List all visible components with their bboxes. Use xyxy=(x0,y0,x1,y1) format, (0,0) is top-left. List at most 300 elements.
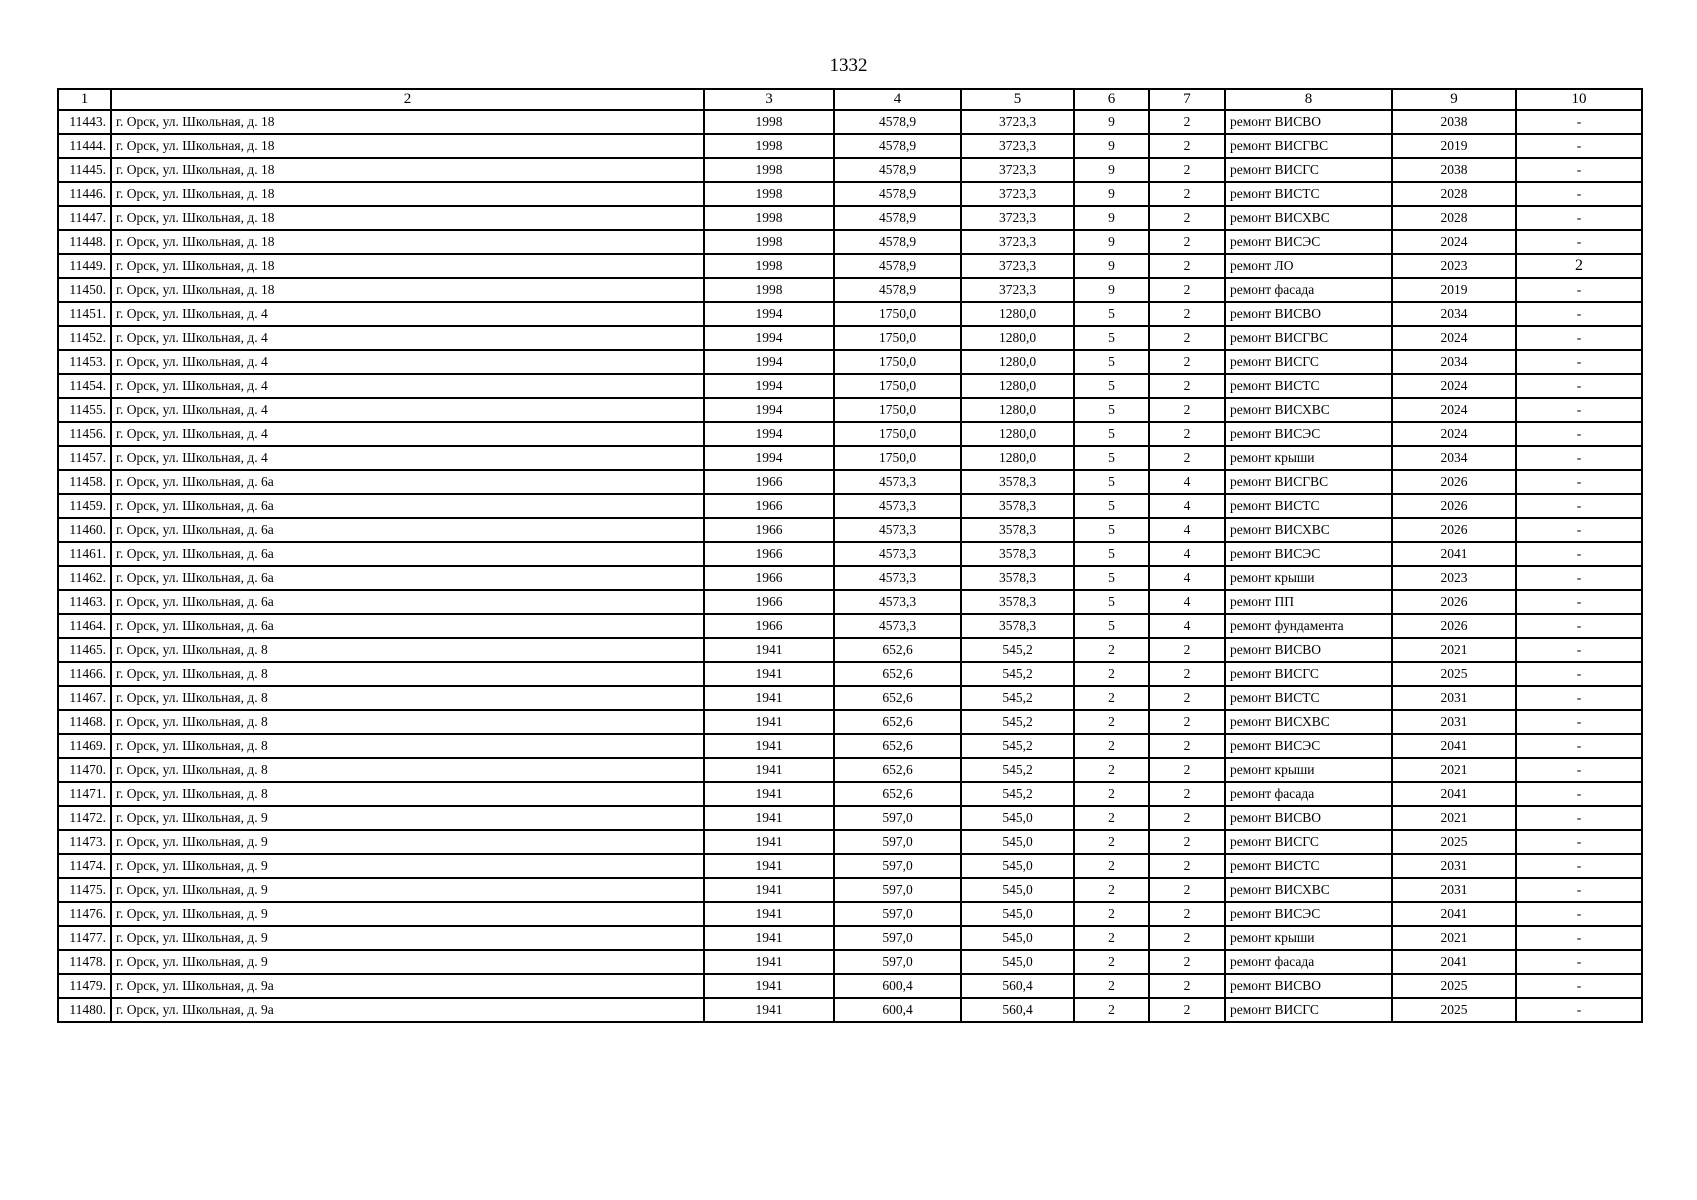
table-row xyxy=(58,830,1642,854)
cell-address: г. Орск, ул. Школьная, д. 6а xyxy=(111,590,704,614)
cell-floors: 2 xyxy=(1074,974,1149,998)
cell-planned-year: 2026 xyxy=(1392,590,1516,614)
table-row xyxy=(58,134,1642,158)
cell-planned-year: 2031 xyxy=(1392,854,1516,878)
cell-address: г. Орск, ул. Школьная, д. 18 xyxy=(111,230,704,254)
column-header-3: 3 xyxy=(704,89,834,110)
cell-total-area: 597,0 xyxy=(834,854,961,878)
cell-work-type: ремонт ВИСВО xyxy=(1225,638,1392,662)
cell-work-type: ремонт ВИСТС xyxy=(1225,374,1392,398)
cell-floors: 5 xyxy=(1074,590,1149,614)
cell-floors: 5 xyxy=(1074,326,1149,350)
cell-row-number: 11451. xyxy=(58,302,111,326)
cell-planned-year: 2021 xyxy=(1392,926,1516,950)
cell-planned-year: 2026 xyxy=(1392,470,1516,494)
cell-floors: 5 xyxy=(1074,518,1149,542)
cell-living-area: 545,0 xyxy=(961,902,1074,926)
cell-year-built: 1941 xyxy=(704,758,834,782)
cell-planned-year: 2028 xyxy=(1392,182,1516,206)
cell-total-area: 652,6 xyxy=(834,782,961,806)
cell-total-area: 4578,9 xyxy=(834,230,961,254)
table-row xyxy=(58,734,1642,758)
cell-planned-year: 2034 xyxy=(1392,446,1516,470)
cell-work-type: ремонт фасада xyxy=(1225,950,1392,974)
cell-total-area: 1750,0 xyxy=(834,326,961,350)
table-row xyxy=(58,374,1642,398)
cell-planned-year: 2024 xyxy=(1392,230,1516,254)
cell-planned-year: 2024 xyxy=(1392,398,1516,422)
cell-floors: 2 xyxy=(1074,926,1149,950)
cell-row-number: 11479. xyxy=(58,974,111,998)
cell-row-number: 11443. xyxy=(58,110,111,134)
cell-extra-value: - xyxy=(1516,902,1642,926)
cell-living-area: 545,2 xyxy=(961,686,1074,710)
cell-year-built: 1941 xyxy=(704,782,834,806)
cell-total-area: 597,0 xyxy=(834,950,961,974)
cell-planned-year: 2019 xyxy=(1392,134,1516,158)
cell-floors: 2 xyxy=(1074,734,1149,758)
cell-planned-year: 2041 xyxy=(1392,734,1516,758)
cell-year-built: 1994 xyxy=(704,374,834,398)
cell-extra-value: - xyxy=(1516,710,1642,734)
cell-row-number: 11450. xyxy=(58,278,111,302)
cell-work-type: ремонт ВИСХВС xyxy=(1225,398,1392,422)
cell-address: г. Орск, ул. Школьная, д. 18 xyxy=(111,182,704,206)
cell-total-area: 652,6 xyxy=(834,734,961,758)
cell-work-type: ремонт крыши xyxy=(1225,758,1392,782)
cell-living-area: 3578,3 xyxy=(961,566,1074,590)
cell-row-number: 11465. xyxy=(58,638,111,662)
column-header-6: 6 xyxy=(1074,89,1149,110)
cell-planned-year: 2025 xyxy=(1392,974,1516,998)
cell-living-area: 3723,3 xyxy=(961,230,1074,254)
cell-entrances: 2 xyxy=(1149,710,1225,734)
cell-year-built: 1941 xyxy=(704,830,834,854)
cell-floors: 9 xyxy=(1074,182,1149,206)
cell-row-number: 11447. xyxy=(58,206,111,230)
cell-row-number: 11452. xyxy=(58,326,111,350)
cell-entrances: 2 xyxy=(1149,446,1225,470)
cell-total-area: 652,6 xyxy=(834,686,961,710)
cell-floors: 2 xyxy=(1074,998,1149,1022)
cell-living-area: 3578,3 xyxy=(961,470,1074,494)
cell-entrances: 2 xyxy=(1149,302,1225,326)
cell-total-area: 600,4 xyxy=(834,974,961,998)
table-row xyxy=(58,470,1642,494)
table-row xyxy=(58,950,1642,974)
cell-entrances: 4 xyxy=(1149,470,1225,494)
cell-address: г. Орск, ул. Школьная, д. 6а xyxy=(111,470,704,494)
cell-year-built: 1998 xyxy=(704,278,834,302)
cell-year-built: 1966 xyxy=(704,470,834,494)
cell-extra-value: - xyxy=(1516,182,1642,206)
cell-floors: 5 xyxy=(1074,494,1149,518)
table-row xyxy=(58,182,1642,206)
cell-work-type: ремонт ВИСГС xyxy=(1225,662,1392,686)
column-header-7: 7 xyxy=(1149,89,1225,110)
cell-extra-value: - xyxy=(1516,950,1642,974)
table-row xyxy=(58,878,1642,902)
cell-extra-value: - xyxy=(1516,398,1642,422)
cell-work-type: ремонт фасада xyxy=(1225,782,1392,806)
cell-living-area: 1280,0 xyxy=(961,446,1074,470)
cell-planned-year: 2041 xyxy=(1392,782,1516,806)
cell-work-type: ремонт ВИСВО xyxy=(1225,302,1392,326)
cell-living-area: 3578,3 xyxy=(961,614,1074,638)
cell-total-area: 652,6 xyxy=(834,758,961,782)
cell-total-area: 4578,9 xyxy=(834,206,961,230)
cell-row-number: 11476. xyxy=(58,902,111,926)
cell-living-area: 3578,3 xyxy=(961,542,1074,566)
cell-year-built: 1966 xyxy=(704,542,834,566)
cell-address: г. Орск, ул. Школьная, д. 8 xyxy=(111,758,704,782)
cell-entrances: 2 xyxy=(1149,350,1225,374)
cell-address: г. Орск, ул. Школьная, д. 9 xyxy=(111,854,704,878)
cell-year-built: 1941 xyxy=(704,878,834,902)
cell-row-number: 11473. xyxy=(58,830,111,854)
cell-year-built: 1941 xyxy=(704,902,834,926)
cell-entrances: 2 xyxy=(1149,902,1225,926)
cell-row-number: 11461. xyxy=(58,542,111,566)
cell-row-number: 11470. xyxy=(58,758,111,782)
cell-planned-year: 2023 xyxy=(1392,566,1516,590)
cell-entrances: 2 xyxy=(1149,830,1225,854)
cell-row-number: 11475. xyxy=(58,878,111,902)
cell-living-area: 1280,0 xyxy=(961,374,1074,398)
cell-entrances: 4 xyxy=(1149,614,1225,638)
table-row xyxy=(58,902,1642,926)
cell-planned-year: 2021 xyxy=(1392,758,1516,782)
cell-planned-year: 2023 xyxy=(1392,254,1516,278)
cell-entrances: 2 xyxy=(1149,638,1225,662)
cell-floors: 9 xyxy=(1074,110,1149,134)
cell-living-area: 1280,0 xyxy=(961,350,1074,374)
cell-year-built: 1941 xyxy=(704,806,834,830)
cell-entrances: 2 xyxy=(1149,878,1225,902)
cell-total-area: 597,0 xyxy=(834,902,961,926)
column-header-4: 4 xyxy=(834,89,961,110)
cell-entrances: 2 xyxy=(1149,662,1225,686)
table-row xyxy=(58,806,1642,830)
table-row xyxy=(58,230,1642,254)
cell-entrances: 2 xyxy=(1149,110,1225,134)
cell-row-number: 11463. xyxy=(58,590,111,614)
cell-year-built: 1998 xyxy=(704,158,834,182)
cell-extra-value: - xyxy=(1516,878,1642,902)
cell-total-area: 597,0 xyxy=(834,830,961,854)
cell-extra-value: - xyxy=(1516,470,1642,494)
cell-total-area: 4573,3 xyxy=(834,566,961,590)
header-row xyxy=(58,89,1642,110)
cell-living-area: 545,0 xyxy=(961,950,1074,974)
cell-work-type: ремонт ВИСЭС xyxy=(1225,422,1392,446)
cell-row-number: 11474. xyxy=(58,854,111,878)
cell-address: г. Орск, ул. Школьная, д. 18 xyxy=(111,158,704,182)
cell-row-number: 11469. xyxy=(58,734,111,758)
cell-extra-value: - xyxy=(1516,518,1642,542)
cell-total-area: 1750,0 xyxy=(834,350,961,374)
cell-address: г. Орск, ул. Школьная, д. 18 xyxy=(111,278,704,302)
cell-planned-year: 2025 xyxy=(1392,830,1516,854)
cell-total-area: 597,0 xyxy=(834,926,961,950)
table-row xyxy=(58,494,1642,518)
cell-work-type: ремонт фундамента xyxy=(1225,614,1392,638)
cell-planned-year: 2026 xyxy=(1392,614,1516,638)
table-row xyxy=(58,254,1642,278)
cell-floors: 2 xyxy=(1074,854,1149,878)
cell-total-area: 597,0 xyxy=(834,878,961,902)
cell-living-area: 3723,3 xyxy=(961,182,1074,206)
cell-floors: 5 xyxy=(1074,302,1149,326)
table-row xyxy=(58,854,1642,878)
cell-address: г. Орск, ул. Школьная, д. 4 xyxy=(111,374,704,398)
cell-living-area: 3723,3 xyxy=(961,110,1074,134)
cell-extra-value: - xyxy=(1516,206,1642,230)
cell-living-area: 545,2 xyxy=(961,638,1074,662)
cell-extra-value: - xyxy=(1516,350,1642,374)
cell-work-type: ремонт ВИСВО xyxy=(1225,110,1392,134)
cell-year-built: 1966 xyxy=(704,518,834,542)
table-row xyxy=(58,662,1642,686)
cell-extra-value: - xyxy=(1516,590,1642,614)
cell-living-area: 3723,3 xyxy=(961,278,1074,302)
cell-row-number: 11444. xyxy=(58,134,111,158)
cell-address: г. Орск, ул. Школьная, д. 8 xyxy=(111,782,704,806)
cell-extra-value: - xyxy=(1516,854,1642,878)
cell-total-area: 4578,9 xyxy=(834,254,961,278)
cell-address: г. Орск, ул. Школьная, д. 8 xyxy=(111,734,704,758)
cell-year-built: 1998 xyxy=(704,206,834,230)
table-row xyxy=(58,350,1642,374)
cell-entrances: 2 xyxy=(1149,206,1225,230)
cell-address: г. Орск, ул. Школьная, д. 8 xyxy=(111,638,704,662)
cell-work-type: ремонт ВИСХВС xyxy=(1225,518,1392,542)
cell-total-area: 4578,9 xyxy=(834,134,961,158)
cell-work-type: ремонт ВИСХВС xyxy=(1225,206,1392,230)
cell-year-built: 1966 xyxy=(704,494,834,518)
cell-row-number: 11453. xyxy=(58,350,111,374)
cell-living-area: 545,0 xyxy=(961,830,1074,854)
cell-extra-value: - xyxy=(1516,614,1642,638)
cell-address: г. Орск, ул. Школьная, д. 9 xyxy=(111,902,704,926)
cell-floors: 9 xyxy=(1074,206,1149,230)
cell-living-area: 1280,0 xyxy=(961,326,1074,350)
cell-extra-value: - xyxy=(1516,302,1642,326)
cell-entrances: 2 xyxy=(1149,158,1225,182)
cell-planned-year: 2019 xyxy=(1392,278,1516,302)
cell-total-area: 1750,0 xyxy=(834,446,961,470)
cell-year-built: 1994 xyxy=(704,422,834,446)
cell-floors: 5 xyxy=(1074,398,1149,422)
cell-address: г. Орск, ул. Школьная, д. 6а xyxy=(111,542,704,566)
cell-work-type: ремонт ВИСТС xyxy=(1225,182,1392,206)
cell-planned-year: 2021 xyxy=(1392,638,1516,662)
cell-entrances: 2 xyxy=(1149,398,1225,422)
cell-living-area: 560,4 xyxy=(961,974,1074,998)
cell-floors: 2 xyxy=(1074,950,1149,974)
cell-floors: 5 xyxy=(1074,614,1149,638)
cell-address: г. Орск, ул. Школьная, д. 4 xyxy=(111,422,704,446)
cell-entrances: 2 xyxy=(1149,758,1225,782)
cell-address: г. Орск, ул. Школьная, д. 9 xyxy=(111,950,704,974)
cell-address: г. Орск, ул. Школьная, д. 6а xyxy=(111,614,704,638)
cell-floors: 2 xyxy=(1074,806,1149,830)
cell-address: г. Орск, ул. Школьная, д. 6а xyxy=(111,494,704,518)
cell-extra-value: - xyxy=(1516,494,1642,518)
cell-year-built: 1998 xyxy=(704,254,834,278)
cell-entrances: 2 xyxy=(1149,254,1225,278)
cell-address: г. Орск, ул. Школьная, д. 8 xyxy=(111,686,704,710)
cell-extra-value: - xyxy=(1516,782,1642,806)
cell-address: г. Орск, ул. Школьная, д. 8 xyxy=(111,662,704,686)
cell-work-type: ремонт ВИСЭС xyxy=(1225,734,1392,758)
table-row xyxy=(58,614,1642,638)
cell-address: г. Орск, ул. Школьная, д. 8 xyxy=(111,710,704,734)
cell-total-area: 4578,9 xyxy=(834,158,961,182)
cell-work-type: ремонт ВИСВО xyxy=(1225,806,1392,830)
column-header-2: 2 xyxy=(111,89,704,110)
cell-living-area: 3723,3 xyxy=(961,206,1074,230)
cell-row-number: 11454. xyxy=(58,374,111,398)
cell-row-number: 11467. xyxy=(58,686,111,710)
cell-work-type: ремонт ВИСГС xyxy=(1225,998,1392,1022)
cell-address: г. Орск, ул. Школьная, д. 4 xyxy=(111,446,704,470)
cell-entrances: 2 xyxy=(1149,998,1225,1022)
cell-floors: 5 xyxy=(1074,566,1149,590)
column-header-1: 1 xyxy=(58,89,111,110)
cell-row-number: 11449. xyxy=(58,254,111,278)
table-row xyxy=(58,566,1642,590)
cell-year-built: 1941 xyxy=(704,710,834,734)
cell-floors: 5 xyxy=(1074,422,1149,446)
cell-entrances: 2 xyxy=(1149,806,1225,830)
cell-planned-year: 2024 xyxy=(1392,374,1516,398)
cell-living-area: 545,2 xyxy=(961,758,1074,782)
cell-row-number: 11446. xyxy=(58,182,111,206)
cell-extra-value: - xyxy=(1516,158,1642,182)
cell-total-area: 4573,3 xyxy=(834,470,961,494)
cell-year-built: 1994 xyxy=(704,398,834,422)
cell-extra-value: - xyxy=(1516,110,1642,134)
cell-planned-year: 2024 xyxy=(1392,422,1516,446)
cell-total-area: 1750,0 xyxy=(834,422,961,446)
cell-extra-value: - xyxy=(1516,566,1642,590)
cell-floors: 2 xyxy=(1074,638,1149,662)
cell-extra-value: - xyxy=(1516,542,1642,566)
cell-living-area: 545,0 xyxy=(961,854,1074,878)
cell-floors: 2 xyxy=(1074,830,1149,854)
cell-work-type: ремонт ВИСВО xyxy=(1225,974,1392,998)
cell-entrances: 4 xyxy=(1149,542,1225,566)
cell-planned-year: 2038 xyxy=(1392,110,1516,134)
cell-extra-value: - xyxy=(1516,326,1642,350)
cell-year-built: 1941 xyxy=(704,950,834,974)
cell-floors: 5 xyxy=(1074,374,1149,398)
cell-floors: 9 xyxy=(1074,254,1149,278)
cell-address: г. Орск, ул. Школьная, д. 18 xyxy=(111,134,704,158)
cell-planned-year: 2026 xyxy=(1392,518,1516,542)
cell-living-area: 545,0 xyxy=(961,926,1074,950)
table-row xyxy=(58,686,1642,710)
cell-floors: 2 xyxy=(1074,686,1149,710)
cell-year-built: 1994 xyxy=(704,446,834,470)
cell-planned-year: 2028 xyxy=(1392,206,1516,230)
cell-extra-value: - xyxy=(1516,638,1642,662)
cell-total-area: 652,6 xyxy=(834,638,961,662)
cell-work-type: ремонт ВИСГВС xyxy=(1225,134,1392,158)
cell-total-area: 1750,0 xyxy=(834,398,961,422)
cell-work-type: ремонт ПП xyxy=(1225,590,1392,614)
cell-entrances: 2 xyxy=(1149,734,1225,758)
cell-year-built: 1966 xyxy=(704,590,834,614)
cell-row-number: 11455. xyxy=(58,398,111,422)
column-header-9: 9 xyxy=(1392,89,1516,110)
cell-planned-year: 2041 xyxy=(1392,950,1516,974)
cell-address: г. Орск, ул. Школьная, д. 18 xyxy=(111,206,704,230)
column-header-10: 10 xyxy=(1516,89,1642,110)
cell-work-type: ремонт ВИСТС xyxy=(1225,494,1392,518)
cell-floors: 5 xyxy=(1074,542,1149,566)
table-row xyxy=(58,518,1642,542)
cell-year-built: 1941 xyxy=(704,926,834,950)
cell-extra-value: - xyxy=(1516,446,1642,470)
cell-row-number: 11445. xyxy=(58,158,111,182)
cell-extra-value: - xyxy=(1516,830,1642,854)
cell-entrances: 2 xyxy=(1149,926,1225,950)
cell-total-area: 600,4 xyxy=(834,998,961,1022)
repair-registry-table xyxy=(57,88,1643,1023)
cell-total-area: 4578,9 xyxy=(834,182,961,206)
column-header-8: 8 xyxy=(1225,89,1392,110)
cell-work-type: ремонт ВИСХВС xyxy=(1225,878,1392,902)
cell-work-type: ремонт крыши xyxy=(1225,566,1392,590)
cell-living-area: 3723,3 xyxy=(961,254,1074,278)
cell-entrances: 4 xyxy=(1149,494,1225,518)
cell-living-area: 3723,3 xyxy=(961,158,1074,182)
cell-living-area: 3578,3 xyxy=(961,494,1074,518)
cell-row-number: 11478. xyxy=(58,950,111,974)
cell-living-area: 1280,0 xyxy=(961,302,1074,326)
cell-work-type: ремонт ВИСЭС xyxy=(1225,230,1392,254)
cell-year-built: 1966 xyxy=(704,566,834,590)
cell-address: г. Орск, ул. Школьная, д. 18 xyxy=(111,110,704,134)
cell-row-number: 11456. xyxy=(58,422,111,446)
cell-year-built: 1941 xyxy=(704,638,834,662)
cell-planned-year: 2041 xyxy=(1392,542,1516,566)
cell-planned-year: 2021 xyxy=(1392,806,1516,830)
table-row xyxy=(58,590,1642,614)
page-number: 1332 xyxy=(829,55,868,76)
cell-year-built: 1994 xyxy=(704,350,834,374)
cell-total-area: 652,6 xyxy=(834,710,961,734)
table-row xyxy=(58,974,1642,998)
cell-address: г. Орск, ул. Школьная, д. 9а xyxy=(111,998,704,1022)
cell-extra-value: - xyxy=(1516,662,1642,686)
cell-floors: 5 xyxy=(1074,470,1149,494)
cell-row-number: 11468. xyxy=(58,710,111,734)
cell-floors: 2 xyxy=(1074,662,1149,686)
cell-address: г. Орск, ул. Школьная, д. 4 xyxy=(111,326,704,350)
cell-living-area: 545,2 xyxy=(961,710,1074,734)
cell-extra-value: - xyxy=(1516,998,1642,1022)
cell-planned-year: 2031 xyxy=(1392,686,1516,710)
cell-floors: 9 xyxy=(1074,278,1149,302)
table-row xyxy=(58,326,1642,350)
table-row xyxy=(58,446,1642,470)
cell-total-area: 4573,3 xyxy=(834,518,961,542)
cell-entrances: 4 xyxy=(1149,566,1225,590)
cell-address: г. Орск, ул. Школьная, д. 4 xyxy=(111,350,704,374)
